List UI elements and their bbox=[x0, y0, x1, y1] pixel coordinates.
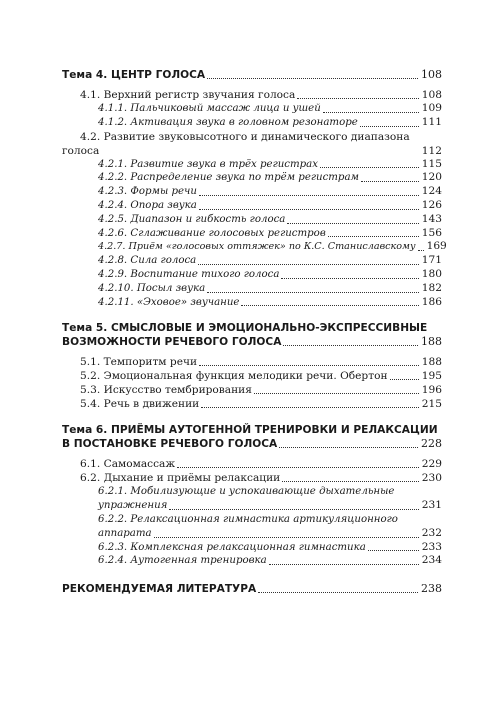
toc-entry-title: 4.2.2. Распределение звука по трём регистрам bbox=[98, 172, 359, 184]
toc-entry-page: 180 bbox=[421, 267, 442, 280]
toc-chapter-6 bbox=[62, 423, 442, 451]
toc-section-5-4 bbox=[62, 397, 442, 411]
toc-entry-title: 4.2.3. Формы речи bbox=[98, 186, 197, 198]
toc-section-5-2 bbox=[62, 369, 442, 383]
dot-leader bbox=[269, 564, 419, 565]
toc-entry-title-line2: ВОЗМОЖНОСТИ РЕЧЕВОГО ГОЛОСА bbox=[62, 336, 282, 349]
toc-entry-title: 5.2. Эмоциональная функция мелодики речи. Обертон bbox=[80, 370, 388, 383]
toc-subsection-4-1-2 bbox=[62, 116, 442, 130]
toc-entry-page: 115 bbox=[421, 157, 442, 170]
toc-subsection-4-2-6 bbox=[62, 227, 442, 241]
table-of-contents bbox=[62, 66, 447, 596]
toc-entry-page: 228 bbox=[421, 437, 442, 451]
toc-entry-title: 5.1. Темпоритм речи bbox=[80, 356, 198, 369]
toc-entry-title: 4.2.4. Опора звука bbox=[98, 199, 197, 211]
toc-entry-page: 169 bbox=[426, 240, 447, 253]
toc-entry-page: 126 bbox=[421, 198, 442, 211]
toc-entry-page: 120 bbox=[421, 171, 442, 184]
dot-leader bbox=[201, 407, 419, 408]
toc-entry-title: 4.2.5. Диапазон и гибкость голоса bbox=[98, 213, 286, 225]
toc-subsection-6-2-4 bbox=[62, 554, 442, 568]
toc-entry-title-line2: упражнения bbox=[98, 500, 168, 512]
toc-entry-title-line2: В ПОСТАНОВКЕ РЕЧЕВОГО ГОЛОСА bbox=[62, 438, 278, 451]
dot-leader bbox=[320, 167, 419, 168]
toc-section-5-3 bbox=[62, 383, 442, 397]
toc-entry-title: 6.2.4. Аутогенная тренировка bbox=[98, 555, 267, 567]
toc-entry-page: 195 bbox=[421, 370, 442, 383]
toc-entry-title: 4.2.7. Приём «голосовых оттяжек» по К.С. Станиславскому bbox=[98, 241, 416, 253]
dot-leader bbox=[199, 209, 419, 210]
toc-section-4-2 bbox=[62, 130, 442, 158]
toc-section-6-1 bbox=[62, 457, 442, 471]
toc-entry-title: Тема 4. ЦЕНТР ГОЛОСА bbox=[62, 69, 206, 81]
toc-entry-title: РЕКОМЕНДУЕМАЯ ЛИТЕРАТУРА bbox=[62, 583, 257, 596]
dot-leader bbox=[241, 305, 418, 306]
toc-subsection-4-1-1 bbox=[62, 102, 442, 116]
toc-subsection-4-2-3 bbox=[62, 185, 442, 199]
toc-subsection-6-2-2 bbox=[62, 513, 442, 541]
toc-section-6-2 bbox=[62, 471, 442, 485]
toc-entry-title: 4.1.1. Пальчиковый массаж лица и ушей bbox=[98, 103, 321, 114]
dot-leader bbox=[418, 250, 424, 251]
dot-leader bbox=[199, 195, 419, 196]
toc-subsection-4-2-8 bbox=[62, 254, 442, 268]
dot-leader bbox=[283, 345, 418, 346]
toc-entry-title-line2: голоса bbox=[62, 144, 100, 157]
toc-subsection-4-2-11 bbox=[62, 296, 442, 310]
dot-leader bbox=[281, 278, 418, 279]
toc-entry-page: 229 bbox=[421, 458, 442, 471]
toc-entry-page: 182 bbox=[421, 281, 442, 294]
dot-leader bbox=[207, 292, 419, 293]
dot-leader bbox=[279, 447, 418, 448]
toc-entry-page: 124 bbox=[421, 185, 442, 198]
dot-leader bbox=[101, 154, 418, 155]
toc-entry-page: 112 bbox=[421, 144, 442, 157]
toc-entry-page: 196 bbox=[421, 384, 442, 397]
toc-entry-title-line1: 4.2. Развитие звуковысотного и динамического диапазона bbox=[80, 130, 410, 143]
toc-entry-title: 4.2.6. Сглаживание голосовых регистров bbox=[98, 227, 326, 239]
toc-subsection-4-2-9 bbox=[62, 268, 442, 282]
toc-entry-page: 111 bbox=[421, 115, 442, 128]
toc-entry-title: 6.2.3. Комплексная релаксационная гимнастика bbox=[98, 541, 366, 553]
toc-entry-title: 5.4. Речь в движении bbox=[80, 398, 200, 411]
toc-subsection-4-2-2 bbox=[62, 171, 442, 185]
toc-entry-page: 186 bbox=[421, 295, 442, 308]
dot-leader bbox=[323, 112, 419, 113]
toc-entry-page: 188 bbox=[421, 356, 442, 369]
toc-entry-title: 4.2.11. «Эховое» звучание bbox=[98, 296, 240, 308]
toc-entry-title: 4.1.2. Активация звука в головном резонаторе bbox=[98, 116, 358, 128]
toc-subsection-6-2-3 bbox=[62, 541, 442, 555]
toc-section-5-1 bbox=[62, 355, 442, 369]
dot-leader bbox=[199, 365, 419, 366]
toc-subsection-4-2-7 bbox=[62, 240, 447, 254]
dot-leader bbox=[177, 467, 419, 468]
dot-leader bbox=[360, 126, 419, 127]
toc-entry-title-line2: аппарата bbox=[98, 527, 152, 539]
dot-leader bbox=[154, 537, 419, 538]
dot-leader bbox=[254, 393, 419, 394]
toc-subsection-4-2-1 bbox=[62, 158, 442, 172]
dot-leader bbox=[361, 181, 419, 182]
dot-leader bbox=[282, 481, 419, 482]
dot-leader bbox=[198, 264, 419, 265]
toc-entry-title: 4.1. Верхний регистр звучания голоса bbox=[80, 89, 296, 101]
toc-subsection-6-2-1 bbox=[62, 485, 442, 513]
dot-leader bbox=[258, 592, 418, 593]
toc-entry-title: 6.2. Дыхание и приёмы релаксации bbox=[80, 472, 281, 485]
toc-entry-page: 238 bbox=[421, 582, 442, 596]
toc-entry-page: 233 bbox=[421, 540, 442, 553]
toc-entry-title: 4.2.8. Сила голоса bbox=[98, 255, 197, 267]
toc-entry-title: 4.2.10. Посыл звука bbox=[98, 282, 206, 294]
dot-leader bbox=[207, 78, 418, 79]
toc-entry-page: 108 bbox=[421, 89, 442, 101]
toc-entry-title-line1: Тема 5. СМЫСЛОВЫЕ И ЭМОЦИОНАЛЬНО-ЭКСПРЕССИВНЫЕ bbox=[62, 322, 428, 335]
toc-entry-page: 234 bbox=[421, 554, 442, 567]
toc-entry-page: 230 bbox=[421, 472, 442, 485]
toc-entry-page: 108 bbox=[421, 68, 442, 81]
toc-entry-title-line1: Тема 6. ПРИЁМЫ АУТОГЕННОЙ ТРЕНИРОВКИ И РЕЛАКСАЦИИ bbox=[62, 424, 438, 437]
toc-entry-page: 215 bbox=[421, 398, 442, 411]
toc-subsection-4-2-4 bbox=[62, 199, 442, 213]
dot-leader bbox=[368, 550, 419, 551]
toc-entry-page: 232 bbox=[421, 526, 442, 539]
toc-section-4-1 bbox=[62, 88, 442, 102]
toc-entry-page: 231 bbox=[421, 499, 442, 512]
toc-chapter-5 bbox=[62, 321, 442, 349]
dot-leader bbox=[390, 379, 419, 380]
toc-entry-title: 6.1. Самомассаж bbox=[80, 458, 176, 471]
toc-entry-page: 143 bbox=[421, 212, 442, 225]
toc-entry-title: 5.3. Искусство тембрирования bbox=[80, 384, 252, 397]
toc-entry-title: 4.2.9. Воспитание тихого голоса bbox=[98, 268, 280, 280]
toc-entry-page: 188 bbox=[421, 335, 442, 349]
toc-literature bbox=[62, 582, 442, 596]
dot-leader bbox=[297, 98, 418, 99]
toc-entry-title-line1: 6.2.2. Релаксационная гимнастика артикуляционного bbox=[98, 513, 398, 525]
dot-leader bbox=[328, 236, 419, 237]
dot-leader bbox=[287, 223, 418, 224]
toc-entry-page: 109 bbox=[421, 102, 442, 114]
toc-entry-page: 171 bbox=[421, 254, 442, 267]
toc-subsection-4-2-10 bbox=[62, 282, 442, 296]
toc-entry-page: 156 bbox=[421, 226, 442, 239]
dot-leader bbox=[169, 509, 418, 510]
toc-chapter-4 bbox=[62, 68, 442, 82]
toc-subsection-4-2-5 bbox=[62, 213, 442, 227]
toc-entry-title: 4.2.1. Развитие звука в трёх регистрах bbox=[98, 158, 318, 170]
toc-entry-title-line1: 6.2.1. Мобилизующие и успокаивающие дыхательные bbox=[98, 486, 395, 498]
